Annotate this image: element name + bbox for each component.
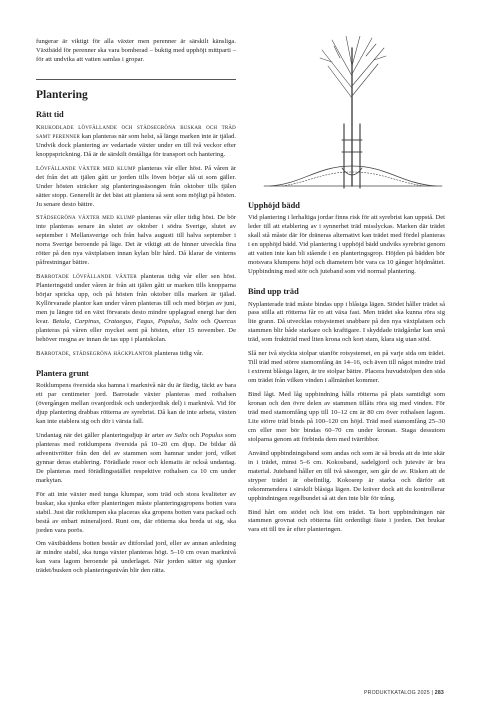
paragraph: För att inte växter med tunga klumpar, som träd och stora kvaliteter av buskar, ska sjunka efter planteringen måste planteringsgropens botten vara stabil. Just där rotklumpen ska placeras ska gropens botten vara packad och bestå av enbart mineraljord. Runt om, där rötterna ska breda ut sig, ska jorden vara porös. (36, 490, 236, 534)
paragraph: Vid plantering i lerhaltiga jordar finns risk för att syrebrist kan uppstå. Det leder till att etablering av i synnerhet träd misslyckas. Marken där trädet skall stå måste där för dräneras alternativt kan trädet med fördel planteras i en upphöjd bädd. Vid plantering i upphöjd bädd undviks syrebrist genom att vatten inte kan bli stående i en planteringsgrop. Höjden på bädden bör motsvara klumpens höjd och diametern bör vara ca 10 gånger höjdmåttet. Uppbindning med stör och juteband som vid normal plantering. (248, 214, 445, 276)
heading-upphojd-badd: Upphöjd bädd (248, 201, 300, 210)
footer-separator: | (431, 690, 434, 696)
paragraph: Rotklumpens översida ska hamna i marknivå när du är färdig, täckt av bara ett par centimeter jord. Barrotade växter planteras med rothalsen (övergången mellan ovanjordisk och underjordisk del) i marknivå. Vid för djup plantering drabbas rötterna av syrebrist. Då kan de inte arbeta, växten kan inte etablera sig och dör i värsta fall. (36, 382, 236, 426)
section-divider (36, 79, 236, 80)
section-title: Plantering (36, 88, 88, 101)
body-text: planteras vår eller tidig höst. De bör inte planteras senare än slutet av oktober i södra Sverige, slutet av september i Mellansverige och från halva augusti till halva september i norra Sverige beroende på läge. Det är viktigt att de hinner utveckla fina rötter på den nya växtplatsen innan kylan blir hård. Då klarar de vinterns påfrestningar bättre. (36, 214, 236, 267)
paragraph (36, 432, 236, 486)
right-column (248, 200, 445, 540)
species-name: Populus (201, 431, 223, 439)
heading-bind-upp-trad: Bind upp träd (248, 287, 299, 297)
lead-in: Krukodlade lövfällande och städsegröna buskar och träd samt perenner (36, 123, 236, 140)
lead-in: Lövfällande växter med klump (36, 164, 136, 172)
paragraph: Använd uppbindningsband som andas och som är så breda att de inte skär in i trädet, minst 5–6 cm. Kokosband, sadelgjord och juteväv är bra material. Juteband håller en till två säsonger, sen går de av. Risken att de stryper trädet är obefintlig. Kokosrep är starka och därför att rekommendera i särskilt blåsiga lägen. De kräver dock att du kontrollerar uppbindningen regelbundet så att den inte blir för trång. (248, 449, 445, 502)
paragraph (36, 124, 236, 160)
body-text: och (187, 431, 202, 439)
lead-in: Barrotade, städsegröna häckplantor (36, 349, 153, 357)
intro-paragraph: fungerar är viktigt för alla växter men perenner är särskilt känsliga. Växtbädd för perenner ska vara bomberad – buktig med upphöjt mittparti – för att undvika att vatten samlas i gropar. (36, 38, 236, 63)
species-name: Salix (174, 431, 188, 439)
paragraph: Om växtbäddens botten består av ditforslad jord, eller av annan anledning är mindre stabil, ska tunga växter planteras högt. 5–10 cm ovan marknivå kan vara lagom beroende på underlaget. När jorden sätter sig sjunker trädet/busken och planteringsnivån blir den rätta. (36, 540, 236, 575)
lead-in: Barrotade lövfällande växter (36, 273, 137, 281)
left-column (36, 38, 236, 581)
raised-bed-tree-illustration (262, 36, 444, 194)
paragraph: Slå ner två styckta stolpar utanför rotsystemet, en på varje sida om trädet. Till träd med större stamomfång än 14–16, och även till något mindre träd i extremt blåsiga lägen, är tre stolpar bättre. Placera huvudstolpen den sida om trädet från vilken vinden i allmänhet kommer. (248, 350, 445, 385)
heading-ratt-tid: Rätt tid (36, 110, 64, 120)
body-text: som planteras med rotklumpens översida på 10–20 cm djup. De bildar då adventivrötter från den del av stammen som hamnar under jord, vilket gynnar deras etablering. Förädlade rosor och klematis är också undantag. De planteras med förädlingsstället respektive rothalsen ca 10 cm under markytan. (36, 431, 236, 484)
paragraph: Bind hårt om stödet och löst om trädet. Ta bort uppbindningen när stammen grovnat och rötterna fått ordentligt fäste i jorden. Det brukar vara ett till tre år efter planteringen. (248, 508, 445, 534)
paragraph: Bind lågt. Med låg uppbindning hålls rötterna på plats samtidigt som kronan och den övre delen av stammen tillåts röra sig med vinden. För träd med stamomfång upp till 10–12 cm är 80 cm över rothalsen lagom. Lite större träd binds på 100–120 cm höjd. Träd med stamomfång 25–30 cm eller mer bör bindas 60–70 cm under kronan. Staga dessutom stolparna genom att förbinda dem med tvärribbor. (248, 391, 445, 443)
paragraph (36, 214, 236, 268)
page-number: 283 (434, 690, 444, 696)
paragraph (36, 350, 236, 359)
body-text: planteras tidig vår eller sen höst. Planteringstid under våren är från att tjälen gått ur marken tills knopparna börjar spricka upp, och på hösten från oktober tills marken är tjälad. Kyllörvarade plantor kan under våren planteras till och med början av juni, men ju längre tid en växt förvarats desto mindre upplagrad energi har den kvar. (36, 273, 236, 325)
species-names: Betula, Carpinus, Crataegus, Fagus, Populus, Salix (52, 317, 198, 325)
species-name: Quercus (213, 317, 236, 325)
paragraph (36, 273, 236, 345)
body-text: och (197, 317, 214, 325)
catalog-name: PRODUKTKATALOG 2025 (363, 690, 430, 696)
paragraph (36, 165, 236, 210)
body-text: planteras på våren eller mycket sent på hösten, efter 15 november. De behöver mogna av innan de tas upp i plantskolan. (36, 326, 236, 343)
body-text: Undantag när det gäller planteringsdjup är arter av (36, 431, 175, 439)
body-text: planteras tidig vår. (152, 349, 204, 357)
body-text: kan planteras när som helst, så länge marken inte är tjälad. Undvik dock plantering av vedartade växter under en till två veckor efter knoppsprickning. Då är de särskilt ömtåliga för transport och hantering. (36, 132, 236, 158)
lead-in: Städsegröna växter med klump (36, 214, 135, 222)
paragraph: Nyplanterade träd måste bindas upp i blåsiga lägen. Stödet håller trädet så pass stilla att rötterna får ro att växa fast. Men trädet ska kunna röra sig lite grann. Då utvecklas rotsystemet snabbare på den nya växtplatsen och stammen blir både starkare och kraftigare. I skyddade trädgårdar kan små träd, som fruktträd med liten krona och kort stam, klara sig utan stöd. (248, 300, 445, 344)
page-footer (364, 690, 444, 696)
heading-plantera-grunt: Plantera grunt (36, 368, 89, 378)
body-text: planteras vår eller höst. På våren är det från det att tjälen gått ur jorden tills löven börjar slå ut som gäller. Under hösten sträcker sig planteringssäsongen från oktober tills tjälen sätter stopp. Generellt är det bäst att plantera så sent som möjligt på hösten. Ju senare desto bättre. (36, 164, 236, 208)
